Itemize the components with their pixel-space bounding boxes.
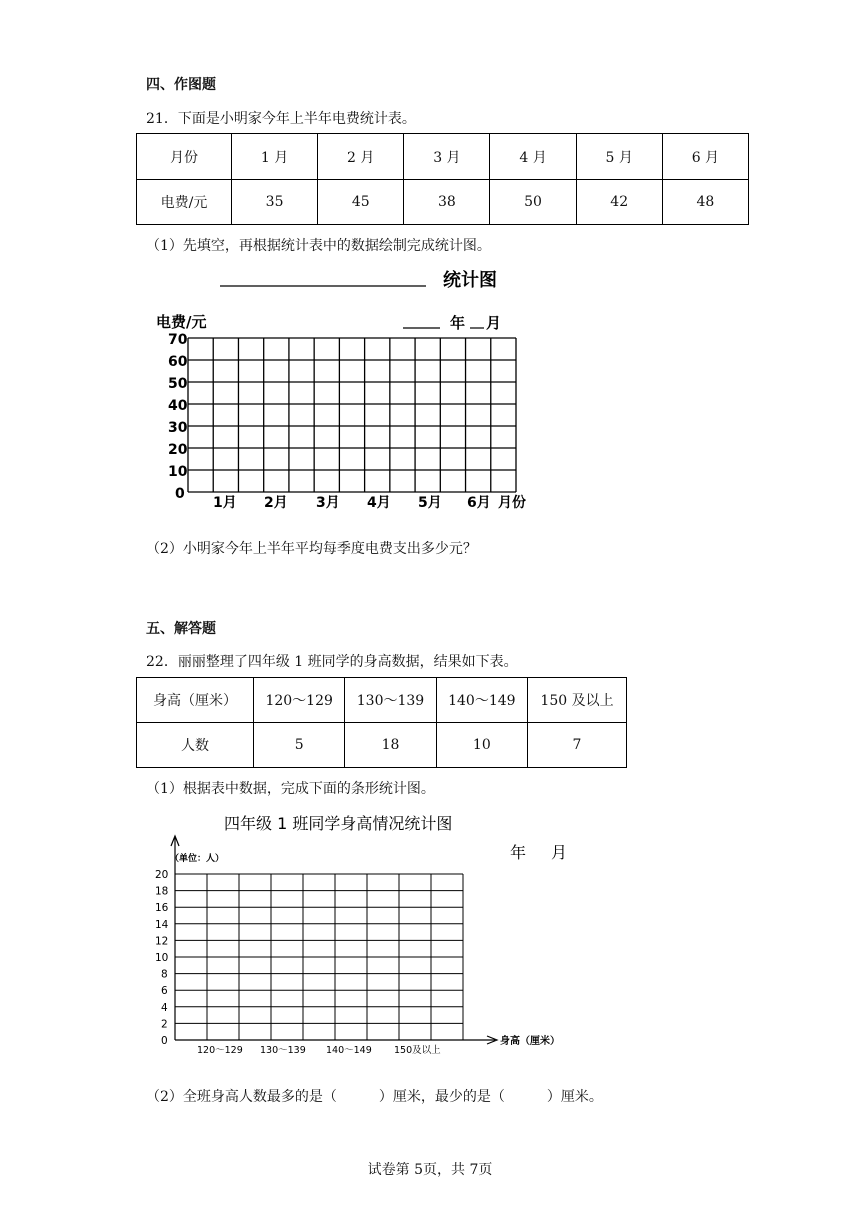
chart-grid bbox=[188, 338, 516, 492]
y-tick-label: 70 bbox=[168, 332, 188, 348]
section-4-heading: 四、作图题 bbox=[146, 77, 216, 93]
y-tick-label: 0 bbox=[175, 486, 185, 502]
y-tick-label: 20 bbox=[155, 869, 169, 881]
sub2-text-a: （2）全班身高人数最多的是（ bbox=[146, 1089, 337, 1105]
question-22-title: 22．丽丽整理了四年级 1 班同学的身高数据，结果如下表。 bbox=[146, 654, 518, 670]
y-tick-label: 12 bbox=[155, 935, 169, 948]
y-tick-label: 10 bbox=[155, 952, 169, 964]
table-cell: 1 月 bbox=[232, 134, 318, 180]
table-row bbox=[137, 180, 749, 225]
y-tick-label: 10 bbox=[168, 464, 188, 480]
table-cell: 38 bbox=[404, 180, 490, 225]
x-tick-label: 5月 bbox=[418, 495, 442, 511]
electricity-chart bbox=[150, 262, 550, 520]
table-cell: 电费/元 bbox=[137, 180, 232, 225]
table-cell: 140～149 bbox=[436, 678, 527, 723]
table-cell: 5 月 bbox=[576, 134, 662, 180]
question-22-sub1: （1）根据表中数据，完成下面的条形统计图。 bbox=[146, 781, 435, 797]
table-row bbox=[137, 723, 627, 768]
electricity-table bbox=[136, 133, 749, 225]
height-table bbox=[136, 677, 627, 768]
y-tick-label: 4 bbox=[161, 1001, 168, 1014]
table-row bbox=[137, 134, 749, 180]
table-cell: 2 月 bbox=[318, 134, 404, 180]
table-cell: 48 bbox=[662, 180, 748, 225]
x-tick-label: 130～139 bbox=[260, 1045, 306, 1056]
chart-y-ticks bbox=[155, 869, 169, 1047]
chart-x-ticks bbox=[213, 494, 526, 511]
table-cell: 130～139 bbox=[345, 678, 436, 723]
y-tick-label: 0 bbox=[161, 1035, 168, 1047]
y-tick-label: 2 bbox=[161, 1018, 168, 1031]
y-tick-label: 50 bbox=[168, 376, 188, 392]
y-tick-label: 30 bbox=[168, 420, 188, 436]
table-cell: 35 bbox=[232, 180, 318, 225]
x-tick-label: 3月 bbox=[316, 495, 340, 511]
table-cell: 18 bbox=[345, 723, 436, 768]
year-label: 年 bbox=[450, 314, 466, 332]
table-cell: 50 bbox=[490, 180, 576, 225]
table-cell: 4 月 bbox=[490, 134, 576, 180]
x-tick-label: 150及以上 bbox=[394, 1045, 441, 1056]
chart-x-ticks bbox=[197, 1034, 560, 1056]
question-22-sub2 bbox=[146, 1086, 603, 1106]
chart-y-ticks bbox=[168, 332, 188, 502]
question-21-sub2: （2）小明家今年上半年平均每季度电费支出多少元？ bbox=[146, 541, 477, 557]
x-tick-label: 120～129 bbox=[197, 1045, 243, 1056]
y-tick-label: 40 bbox=[168, 398, 188, 414]
table-cell: 身高（厘米） bbox=[137, 678, 254, 723]
table-row bbox=[137, 678, 627, 723]
y-tick-label: 8 bbox=[161, 968, 168, 981]
section-5-heading: 五、解答题 bbox=[146, 621, 216, 637]
chart-grid bbox=[175, 874, 463, 1040]
y-tick-label: 18 bbox=[155, 885, 169, 898]
x-tick-label: 140～149 bbox=[326, 1045, 372, 1056]
x-axis-arrow bbox=[175, 1036, 497, 1044]
table-cell: 10 bbox=[436, 723, 527, 768]
chart-title-suffix: 统计图 bbox=[443, 270, 497, 291]
y-axis-arrow bbox=[171, 836, 179, 1040]
sub2-text-b: ）厘米，最少的是（ bbox=[378, 1089, 505, 1105]
table-cell: 120～129 bbox=[254, 678, 345, 723]
y-tick-label: 16 bbox=[155, 902, 169, 915]
chart-title: 四年级 1 班同学身高情况统计图 bbox=[224, 814, 453, 833]
x-tick-label: 4月 bbox=[367, 495, 391, 511]
table-cell: 45 bbox=[318, 180, 404, 225]
table-cell: 5 bbox=[254, 723, 345, 768]
table-cell: 人数 bbox=[137, 723, 254, 768]
height-chart bbox=[150, 808, 590, 1058]
year-label: 年 bbox=[510, 843, 527, 862]
x-tick-label: 6月 bbox=[467, 495, 491, 511]
x-axis-label: 月份 bbox=[498, 495, 526, 511]
question-21-sub1: （1）先填空，再根据统计表中的数据绘制完成统计图。 bbox=[146, 238, 491, 254]
table-cell: 3 月 bbox=[404, 134, 490, 180]
y-tick-label: 6 bbox=[161, 985, 168, 998]
x-axis-label: 身高（厘米） bbox=[500, 1036, 560, 1047]
month-label: 月 bbox=[551, 843, 568, 862]
x-tick-label: 1月 bbox=[213, 495, 237, 511]
table-cell: 42 bbox=[576, 180, 662, 225]
chart-unit-label: （单位：人） bbox=[170, 854, 225, 864]
y-tick-label: 14 bbox=[155, 918, 169, 931]
y-tick-label: 60 bbox=[168, 354, 188, 370]
table-cell: 6 月 bbox=[662, 134, 748, 180]
y-tick-label: 20 bbox=[168, 442, 188, 458]
x-tick-label: 2月 bbox=[264, 495, 288, 511]
table-cell: 7 bbox=[527, 723, 626, 768]
chart-y-axis-label: 电费/元 bbox=[156, 313, 207, 331]
page-footer: 试卷第 5页，共 7页 bbox=[367, 1162, 493, 1178]
table-cell: 月份 bbox=[137, 134, 232, 180]
question-21-title: 21．下面是小明家今年上半年电费统计表。 bbox=[146, 111, 416, 127]
month-label: 月 bbox=[486, 314, 502, 332]
sub2-text-c: ）厘米。 bbox=[546, 1089, 603, 1105]
table-cell: 150 及以上 bbox=[527, 678, 626, 723]
